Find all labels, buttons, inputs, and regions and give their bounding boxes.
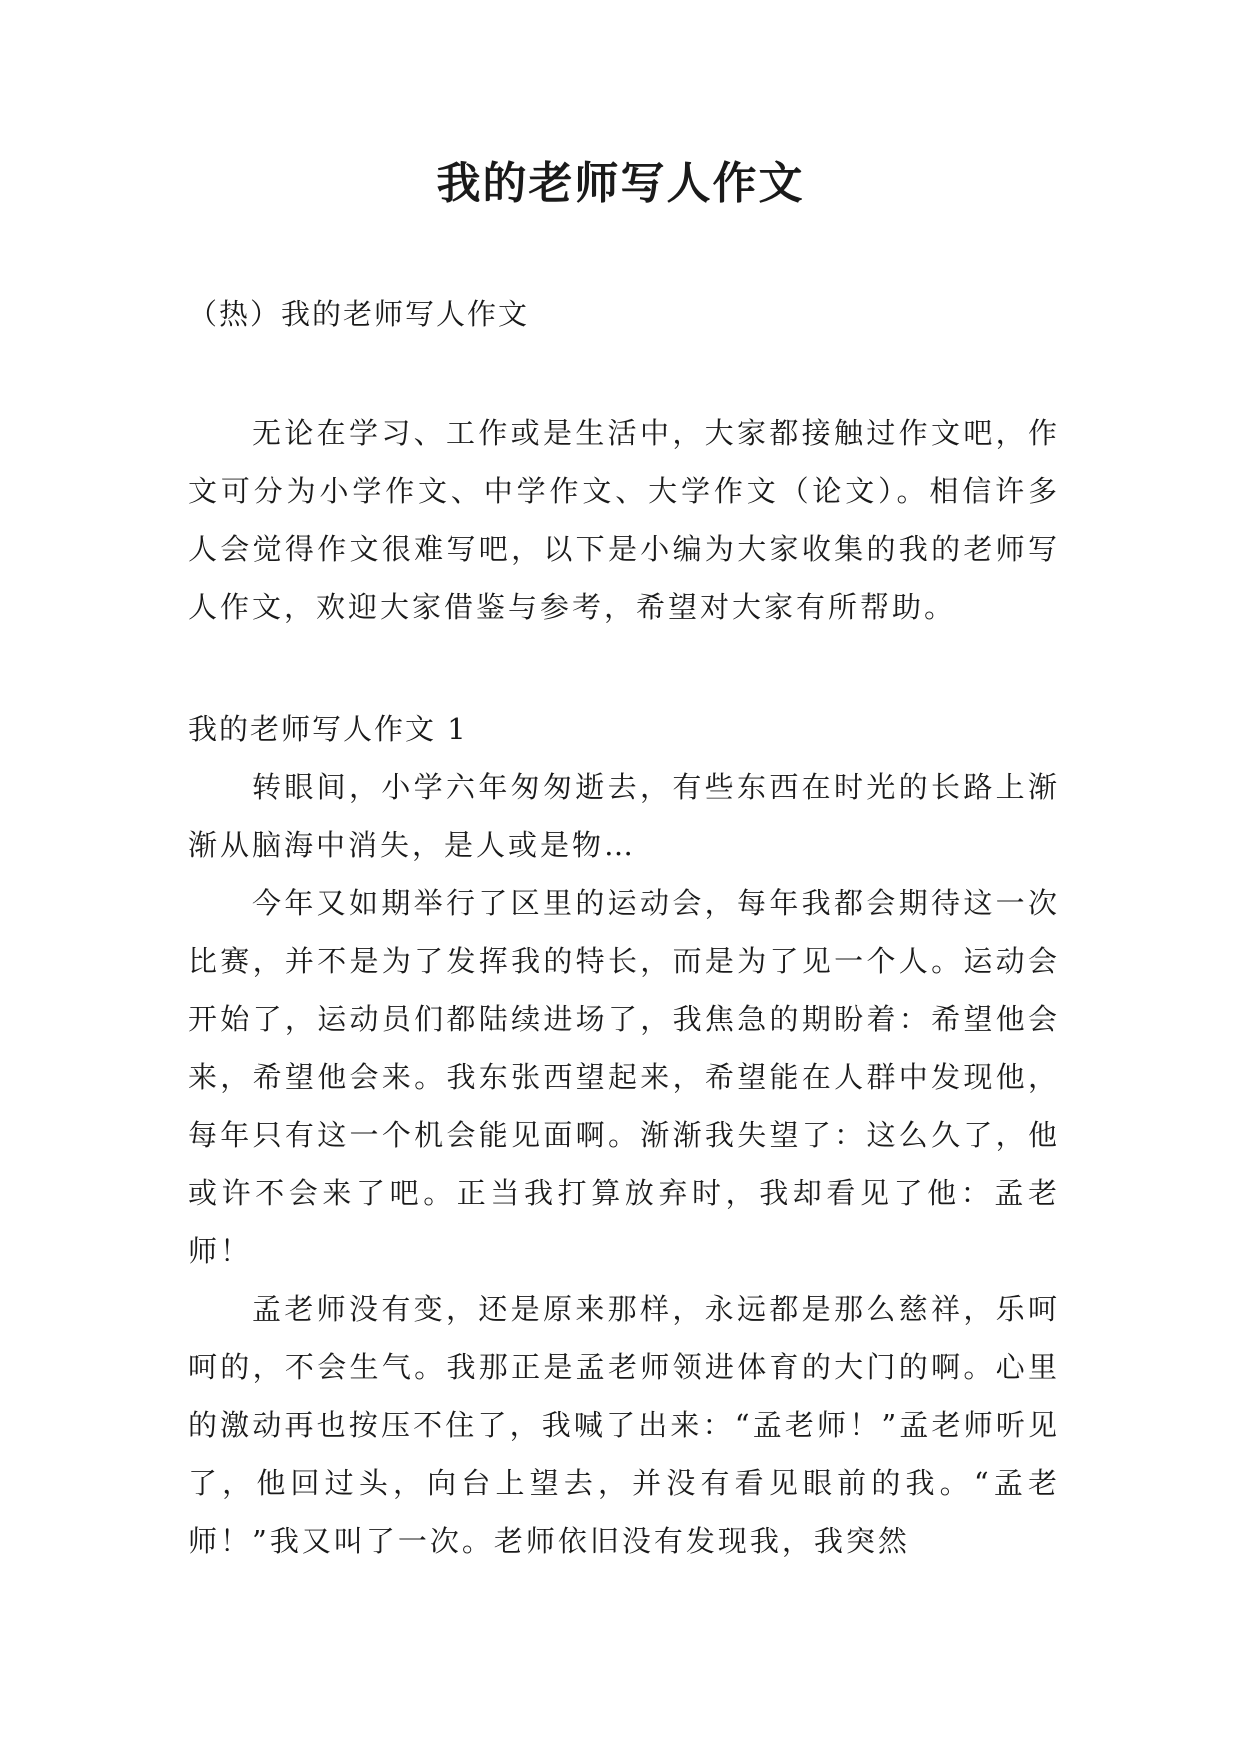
- section-heading: 我的老师写人作文 1: [188, 712, 468, 746]
- essay-paragraph: 今年又如期举行了区里的运动会，每年我都会期待这一次比赛，并不是为了发挥我的特长，而是为了见一个人。运动会开始了，运动员们都陆续进场了，我焦急的期盼着：希望他会来，希望他会来。我东张西望起来，希望能在人群中发现他，每年只有这一个机会能见面啊。渐渐我失望了：这么久了，他或许不会来了吧。正当我打算放弃时，我却看见了他：孟老师！: [188, 886, 1060, 1268]
- intro-paragraph: 无论在学习、工作或是生活中，大家都接触过作文吧，作文可分为小学作文、中学作文、大学作文（论文）。相信许多人会觉得作文很难写吧，以下是小编为大家收集的我的老师写人作文，欢迎大家借鉴与参考，希望对大家有所帮助。: [188, 416, 1060, 624]
- document-title: 我的老师写人作文: [436, 158, 805, 209]
- essay-paragraph: 孟老师没有变，还是原来那样，永远都是那么慈祥，乐呵呵的，不会生气。我那正是孟老师领进体育的大门的啊。心里的激动再也按压不住了，我喊了出来：“孟老师！”孟老师听见了，他回过头，向台上望去，并没有看见眼前的我。“孟老师！”我又叫了一次。老师依旧没有发现我，我突然: [188, 1292, 1060, 1558]
- essay-paragraph: 转眼间，小学六年匆匆逝去，有些东西在时光的长路上渐渐从脑海中消失，是人或是物…: [188, 770, 1060, 862]
- essay-body: [188, 758, 1060, 1570]
- document-subtitle: （热）我的老师写人作文: [188, 297, 530, 331]
